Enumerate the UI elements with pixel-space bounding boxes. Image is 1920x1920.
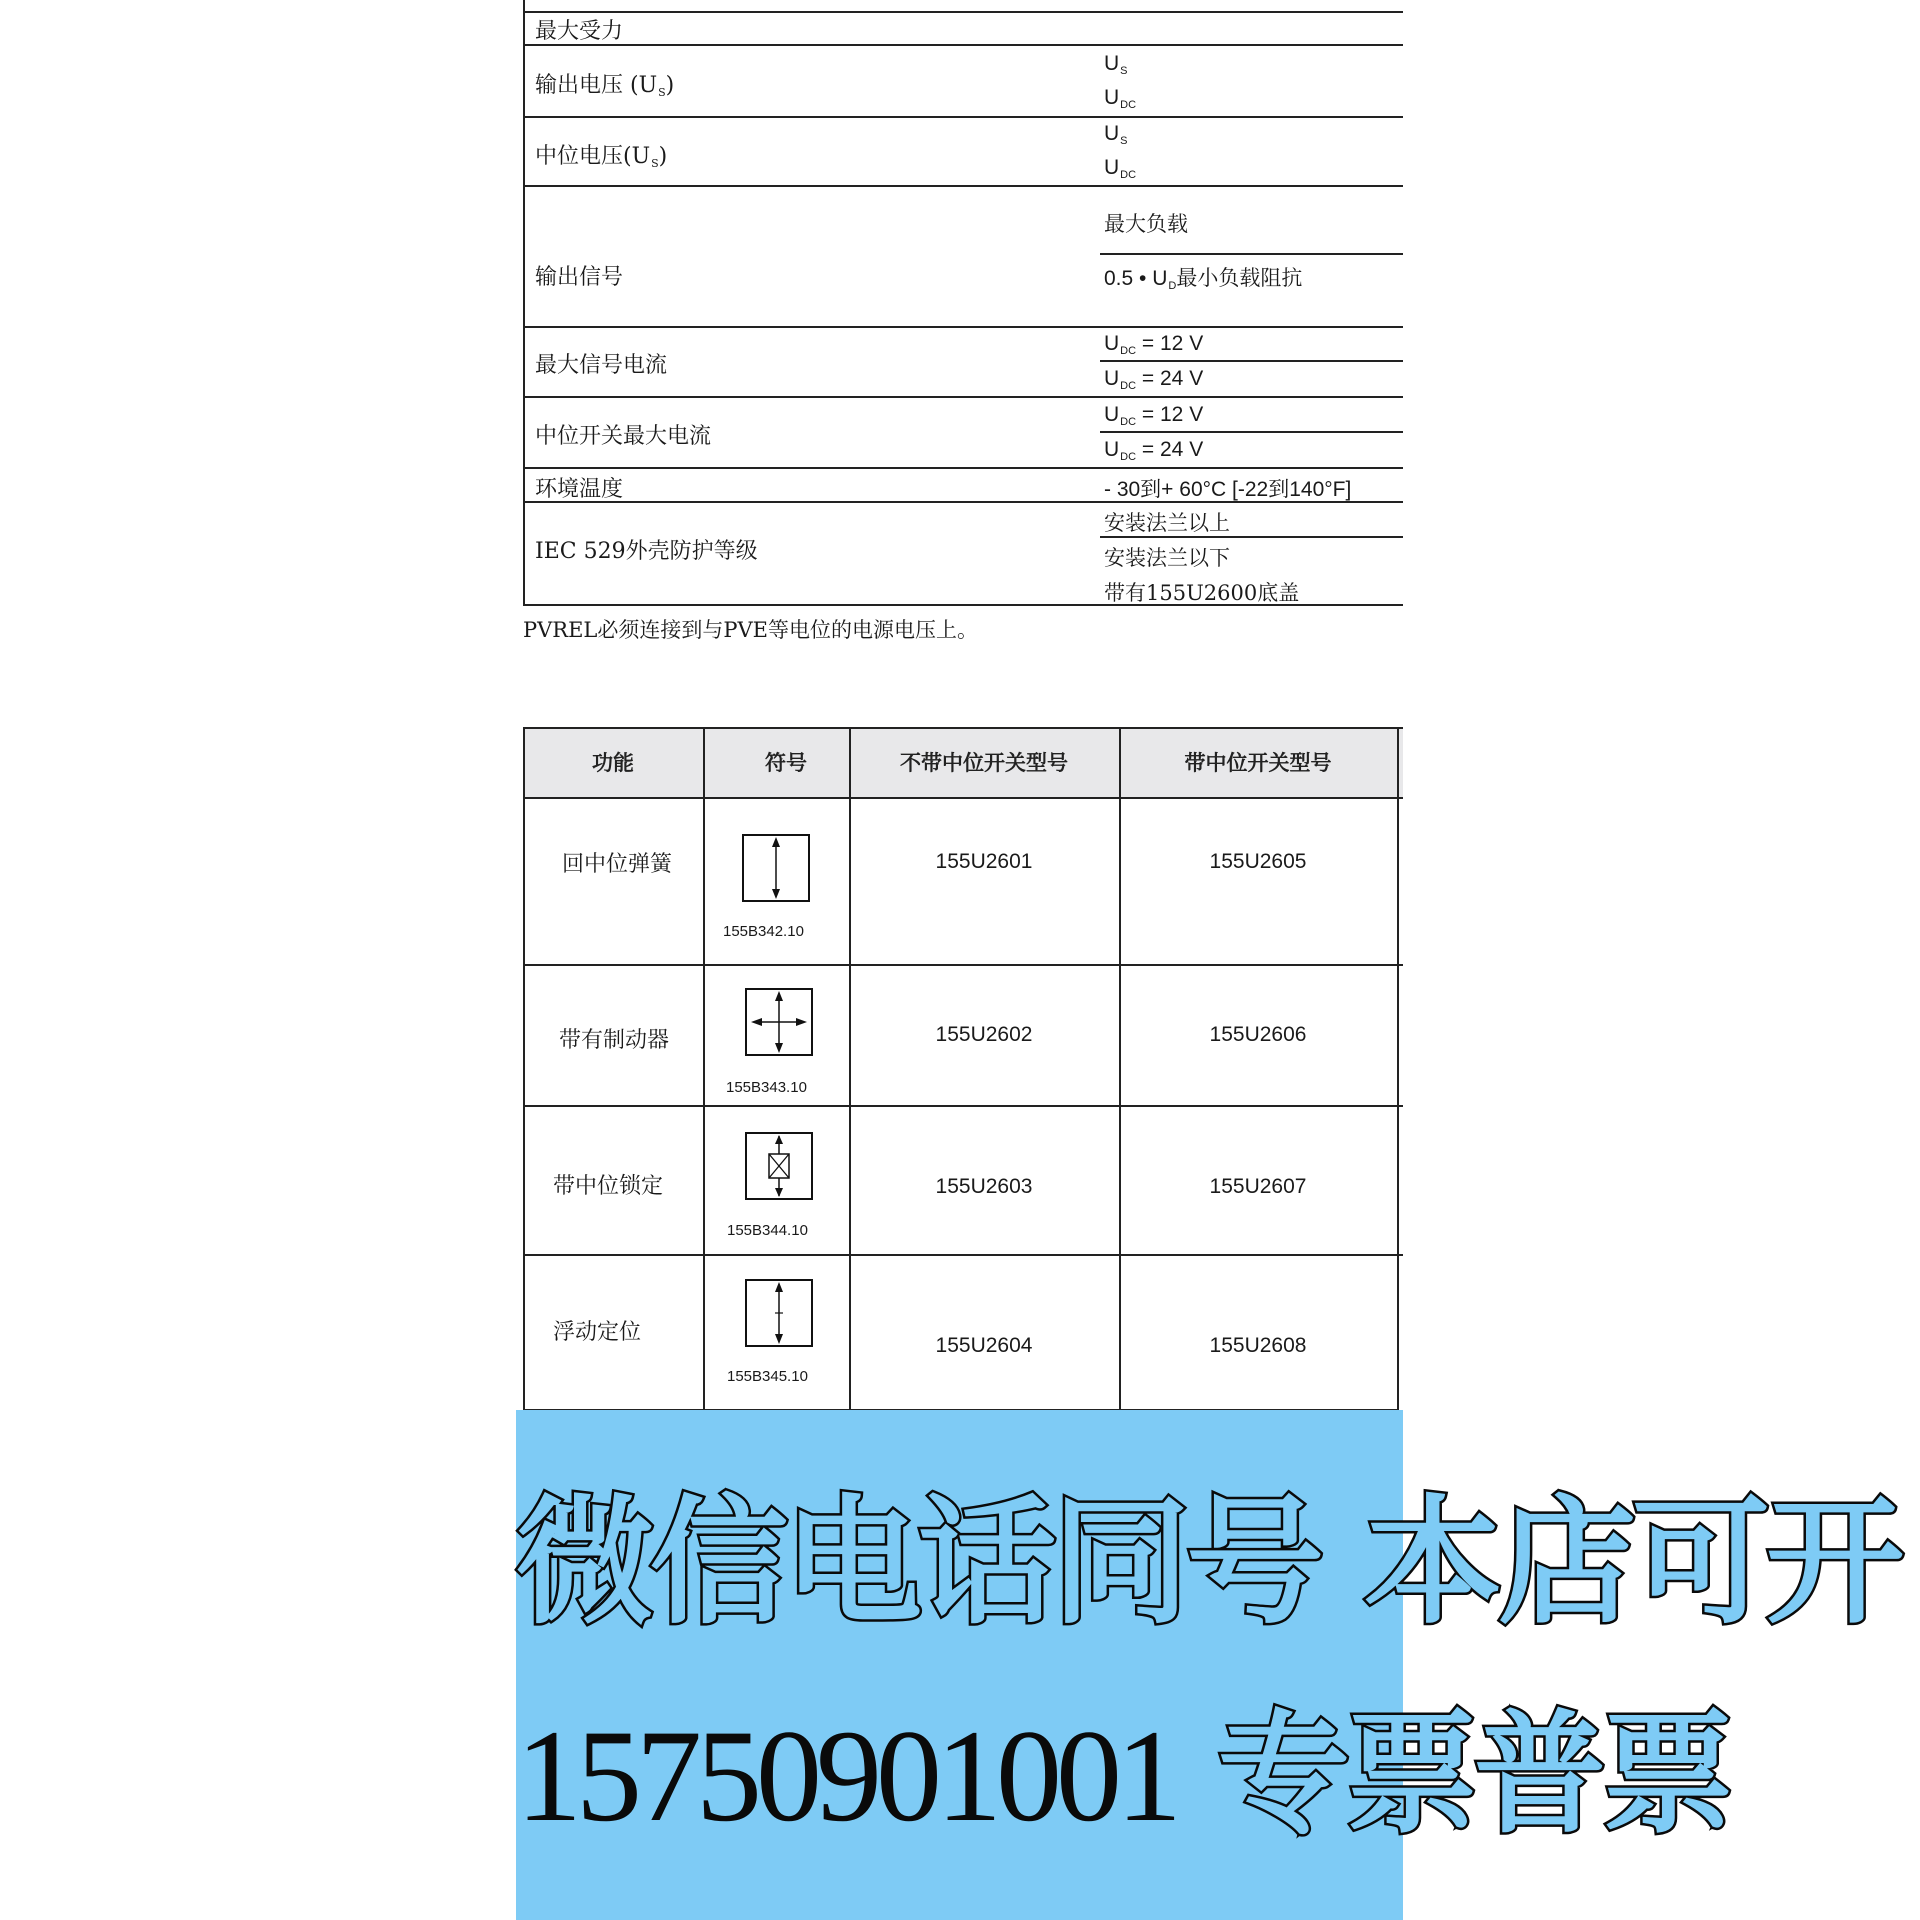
model-number: 155U2608 — [1209, 1334, 1307, 1357]
row-label-max-force: 最大受力 — [535, 19, 624, 44]
symbol-code: 155B342.10 — [723, 923, 804, 940]
neutral-lock-symbol-icon — [745, 1132, 813, 1200]
neutral-switch-current-12v: $U_{DC} = 12$ V — [1104, 403, 1204, 428]
model-number: 155U2606 — [1209, 1023, 1307, 1046]
float-position-symbol-icon — [745, 1279, 813, 1347]
max-signal-current-12v: $U_{DC} = 12$ V — [1104, 332, 1204, 357]
row-label-neutral-switch-current: 中位开关最大电流 — [535, 424, 712, 449]
row-label-output-signal: 输出信号 — [535, 265, 624, 290]
output-signal-min-impedance: 0.5 • $U_D$最小负载阻抗 — [1104, 266, 1303, 292]
pvrel-connection-note: PVREL必须连接到与PVE等电位的电源电压上。 — [523, 618, 979, 642]
function-neutral-lock: 带中位锁定 — [553, 1174, 664, 1199]
iec-below-flange: 安装法兰以下 — [1104, 546, 1230, 570]
output-voltage-udc: $U_{DC}$ — [1104, 86, 1137, 111]
friction-brake-symbol-icon — [745, 988, 813, 1056]
model-number: 155U2602 — [935, 1023, 1033, 1046]
banner-phone-number: 15750901001 — [516, 1702, 1176, 1849]
function-table — [523, 727, 1403, 1410]
spring-return-symbol-icon — [742, 834, 810, 902]
header-model-without-switch: 不带中位开关型号 — [900, 751, 1068, 775]
output-voltage-us: $U_S$ — [1104, 52, 1128, 77]
banner-invoice-text: 专票普票 — [1176, 1698, 1730, 1852]
neutral-voltage-udc: $U_{DC}$ — [1104, 156, 1137, 181]
header-symbol: 符号 — [765, 751, 807, 775]
symbol-code: 155B344.10 — [727, 1222, 808, 1239]
spec-table — [523, 0, 1403, 606]
output-signal-max-load: 最大负载 — [1104, 212, 1188, 236]
iec-with-bottom-cover: 带有155U2600底盖 — [1104, 581, 1300, 605]
model-number: 155U2601 — [935, 850, 1033, 873]
ambient-temperature-value: - 30到+ 60°C [-22到140°F] — [1104, 478, 1352, 501]
symbol-code: 155B345.10 — [727, 1368, 808, 1385]
neutral-voltage-us: $U_S$ — [1104, 122, 1128, 147]
function-float-position: 浮动定位 — [553, 1320, 642, 1345]
banner-invoice-line — [516, 1668, 1730, 1858]
iec-above-flange: 安装法兰以上 — [1104, 511, 1230, 535]
model-number: 155U2605 — [1209, 850, 1307, 873]
row-label-max-signal-current: 最大信号电流 — [535, 353, 668, 378]
max-signal-current-24v: $U_{DC} = 24$ V — [1104, 367, 1204, 392]
symbol-code: 155B343.10 — [726, 1079, 807, 1096]
function-friction-brake: 带有制动器 — [559, 1028, 670, 1053]
header-model-with-switch: 带中位开关型号 — [1184, 751, 1332, 775]
model-number: 155U2603 — [935, 1175, 1033, 1198]
model-number: 155U2604 — [935, 1334, 1033, 1357]
neutral-switch-current-24v: $U_{DC} = 24$ V — [1104, 438, 1204, 463]
model-number: 155U2607 — [1209, 1175, 1307, 1198]
header-function: 功能 — [592, 751, 634, 775]
row-label-output-voltage: 输出电压 $(U_S)$ — [535, 73, 675, 99]
row-label-ambient-temperature: 环境温度 — [535, 477, 624, 502]
banner-wechat-line: 微信电话同号 本店可开 — [516, 1482, 1901, 1643]
row-label-neutral-voltage: 中位电压$(U_S)$ — [535, 144, 668, 170]
row-label-iec-protection: IEC 529外壳防护等级 — [535, 539, 758, 564]
function-spring-return: 回中位弹簧 — [562, 852, 673, 877]
